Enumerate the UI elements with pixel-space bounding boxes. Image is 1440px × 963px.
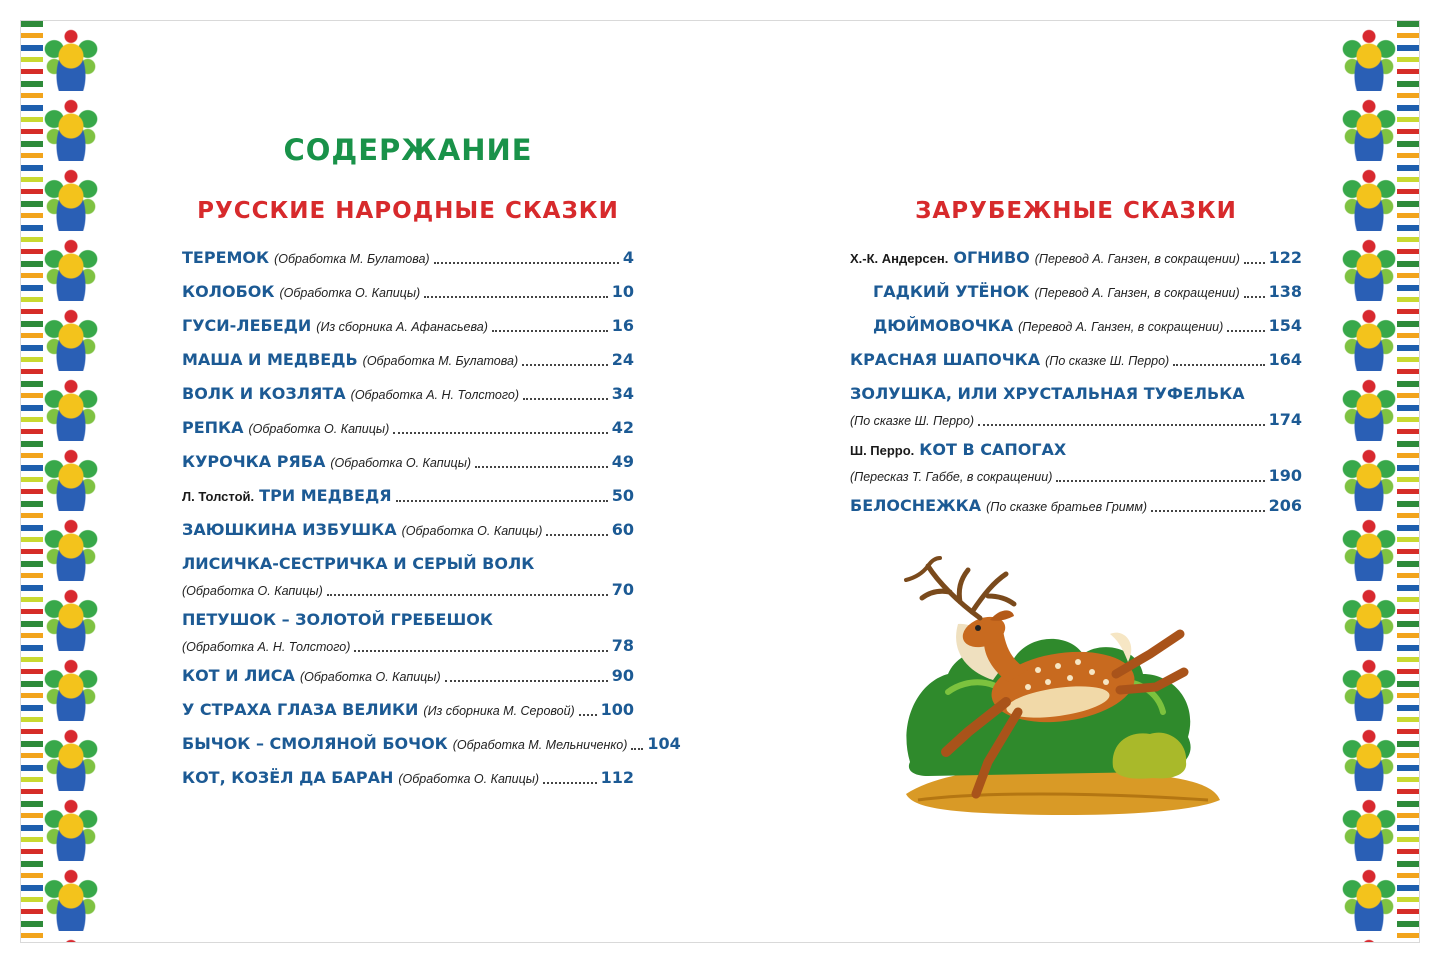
toc-line [182,663,634,689]
tale-title: ПЕТУШОК – ЗОЛОТОЙ ГРЕБЕШОК [182,610,493,629]
tale-note: (Из сборника М. Серовой) [423,704,575,718]
page-number: 34 [611,384,634,403]
tale-note: (Обработка А. Н. Толстого) [182,640,351,654]
tale-title: КУРОЧКА РЯБА [182,452,326,471]
toc-line [850,437,1302,463]
page-number: 4 [622,248,634,267]
page-number: 190 [1268,466,1302,485]
dot-leader [631,747,643,750]
page-number: 70 [611,580,634,599]
dot-leader [327,593,608,596]
toc-line [182,415,634,441]
toc-line [182,731,681,757]
toc-entry[interactable] [850,313,1302,347]
page-number: 154 [1268,316,1302,335]
floral-ornament-left [43,21,99,942]
tale-note: (Обработка М. Булатова) [274,252,430,266]
tale-note: (Из сборника А. Афанасьева) [316,320,488,334]
foreign-tales-list [850,245,1302,527]
foreign-tales-heading: ЗАРУБЕЖНЫЕ СКАЗКИ [915,198,1237,224]
toc-line [182,347,634,373]
tale-title: БЕЛОСНЕЖКА [850,496,982,515]
dot-leader [978,423,1265,426]
page-number: 42 [611,418,634,437]
page-number: 49 [611,452,634,471]
toc-line [850,493,1302,519]
page-number: 10 [611,282,634,301]
dot-leader [579,713,597,716]
tale-note: (Перевод А. Ганзен, в сокращении) [1034,252,1240,266]
dot-leader [492,329,608,332]
dot-leader [1151,509,1265,512]
tale-note: (Обработка О. Капицы) [248,422,390,436]
page-number: 112 [600,768,634,787]
toc-entry[interactable] [850,245,1302,279]
stripe-band-left [21,21,43,942]
dot-leader [445,679,608,682]
page-number: 122 [1268,248,1302,267]
page-number: 206 [1268,496,1302,515]
dot-leader [1056,479,1264,482]
dot-leader [393,431,607,434]
page-number: 90 [611,666,634,685]
folk-ornament-border-left-icon [21,21,101,942]
tale-title: КРАСНАЯ ШАПОЧКА [850,350,1041,369]
tale-note: (Пересказ Т. Габбе, в сокращении) [850,470,1053,484]
tale-title: ОГНИВО [953,248,1030,267]
toc-entry[interactable] [850,493,1302,527]
russian-tales-heading: РУССКИЕ НАРОДНЫЕ СКАЗКИ [197,198,619,224]
contents-title: СОДЕРЖАНИЕ [283,133,533,167]
toc-entry[interactable] [182,347,634,381]
toc-entry[interactable] [182,765,634,799]
dot-leader [1173,363,1264,366]
dot-leader [1244,261,1265,264]
toc-subline [850,463,1302,489]
toc-subline [850,407,1302,433]
page-number: 16 [611,316,634,335]
page-number: 104 [647,734,681,753]
page-number: 174 [1268,410,1302,429]
toc-line [182,381,634,407]
toc-entry[interactable] [182,313,634,347]
toc-entry[interactable] [182,279,634,313]
tale-note: (Обработка О. Капицы) [398,772,540,786]
toc-entry[interactable] [182,415,634,449]
toc-subline [182,577,634,603]
tale-note: (По сказке Ш. Перро) [850,414,975,428]
leaping-deer-icon [888,562,1232,824]
deer-antlers [922,566,1014,618]
tale-note: (Обработка О. Капицы) [330,456,472,470]
tale-title: КОТ И ЛИСА [182,666,295,685]
toc-entry[interactable] [182,245,634,279]
toc-entry[interactable] [182,663,634,697]
toc-entry[interactable] [850,279,1302,313]
tale-note: (По сказке Ш. Перро) [1045,354,1170,368]
tale-title: У СТРАХА ГЛАЗА ВЕЛИКИ [182,700,419,719]
tale-note: (Перевод А. Ганзен, в сокращении) [1018,320,1224,334]
tale-note: (Обработка М. Булатова) [362,354,519,368]
tale-author: Ш. Перро. [850,443,915,458]
tale-author: Х.-К. Андерсен. [850,251,949,266]
toc-line [182,607,634,633]
toc-line [182,765,634,791]
page-number: 60 [611,520,634,539]
toc-line [182,551,634,577]
deer-ear [990,610,1014,620]
page-number: 138 [1268,282,1302,301]
dot-leader [522,363,608,366]
toc-line [850,245,1302,271]
toc-line [182,697,634,723]
dot-leader [1227,329,1264,332]
folk-ornament-border-right-icon [1339,21,1419,942]
toc-line [182,313,634,339]
page-number: 164 [1268,350,1302,369]
page-number: 50 [611,486,634,505]
floral-ornament-right [1341,21,1397,942]
toc-line [850,279,1302,305]
tale-author: Л. Толстой. [182,489,255,504]
tale-title: ГАДКИЙ УТЁНОК [873,282,1030,301]
page-number: 78 [611,636,634,655]
toc-entry[interactable] [182,483,634,517]
tale-note: (Обработка О. Капицы) [279,286,421,300]
tale-title: ЗОЛУШКА, ИЛИ ХРУСТАЛЬНАЯ ТУФЕЛЬКА [850,384,1245,403]
toc-line [182,517,634,543]
toc-entry[interactable] [182,517,634,551]
tale-title: РЕПКА [182,418,244,437]
tale-title: ЛИСИЧКА-СЕСТРИЧКА И СЕРЫЙ ВОЛК [182,554,535,573]
tale-title: ЗАЮШКИНА ИЗБУШКА [182,520,397,539]
toc-line [182,449,634,475]
dot-leader [1244,295,1265,298]
dot-leader [543,781,597,784]
toc-line [850,381,1302,407]
dot-leader [475,465,608,468]
tale-title: КОТ, КОЗЁЛ ДА БАРАН [182,768,394,787]
page-number: 100 [600,700,634,719]
tale-title: КОЛОБОК [182,282,275,301]
tale-note: (Обработка О. Капицы) [401,524,543,538]
tale-title: ТЕРЕМОК [182,248,270,267]
tale-note: (Обработка А. Н. Толстого) [350,388,520,402]
tale-note: (Обработка О. Капицы) [299,670,441,684]
toc-entry[interactable] [182,551,634,607]
deer-eye [975,625,981,631]
dot-leader [546,533,607,536]
toc-line [182,279,634,305]
tale-title: КОТ В САПОГАХ [919,440,1067,459]
toc-entry[interactable] [182,697,634,731]
tale-title: ТРИ МЕДВЕДЯ [259,486,392,505]
dot-leader [523,397,608,400]
tale-note: (Обработка М. Мельниченко) [452,738,628,752]
tale-note: (По сказке братьев Гримм) [986,500,1148,514]
dot-leader [396,499,608,502]
tale-title: ВОЛК И КОЗЛЯТА [182,384,346,403]
stripe-band-right [1397,21,1419,942]
tale-title: ДЮЙМОВОЧКА [873,316,1014,335]
bush-shrub [1113,733,1187,779]
toc-entry[interactable] [850,347,1302,381]
toc-entry[interactable] [850,381,1302,437]
toc-entry[interactable] [182,449,634,483]
tale-title: ГУСИ-ЛЕБЕДИ [182,316,312,335]
toc-line [182,483,634,509]
toc-line [850,313,1302,339]
dot-leader [354,649,607,652]
toc-entry[interactable] [182,607,634,663]
tale-title: БЫЧОК – СМОЛЯНОЙ БОЧОК [182,734,448,753]
tale-note: (Обработка О. Капицы) [182,584,323,598]
dot-leader [434,261,619,264]
page-number: 24 [611,350,634,369]
toc-entry[interactable] [850,437,1302,493]
toc-line [182,245,634,271]
toc-entry[interactable] [182,381,634,415]
toc-line [850,347,1302,373]
tale-note: (Перевод А. Ганзен, в сокращении) [1034,286,1240,300]
toc-entry[interactable] [182,731,681,765]
dot-leader [424,295,608,298]
toc-subline [182,633,634,659]
tale-title: МАША И МЕДВЕДЬ [182,350,358,369]
russian-tales-list [182,245,681,799]
